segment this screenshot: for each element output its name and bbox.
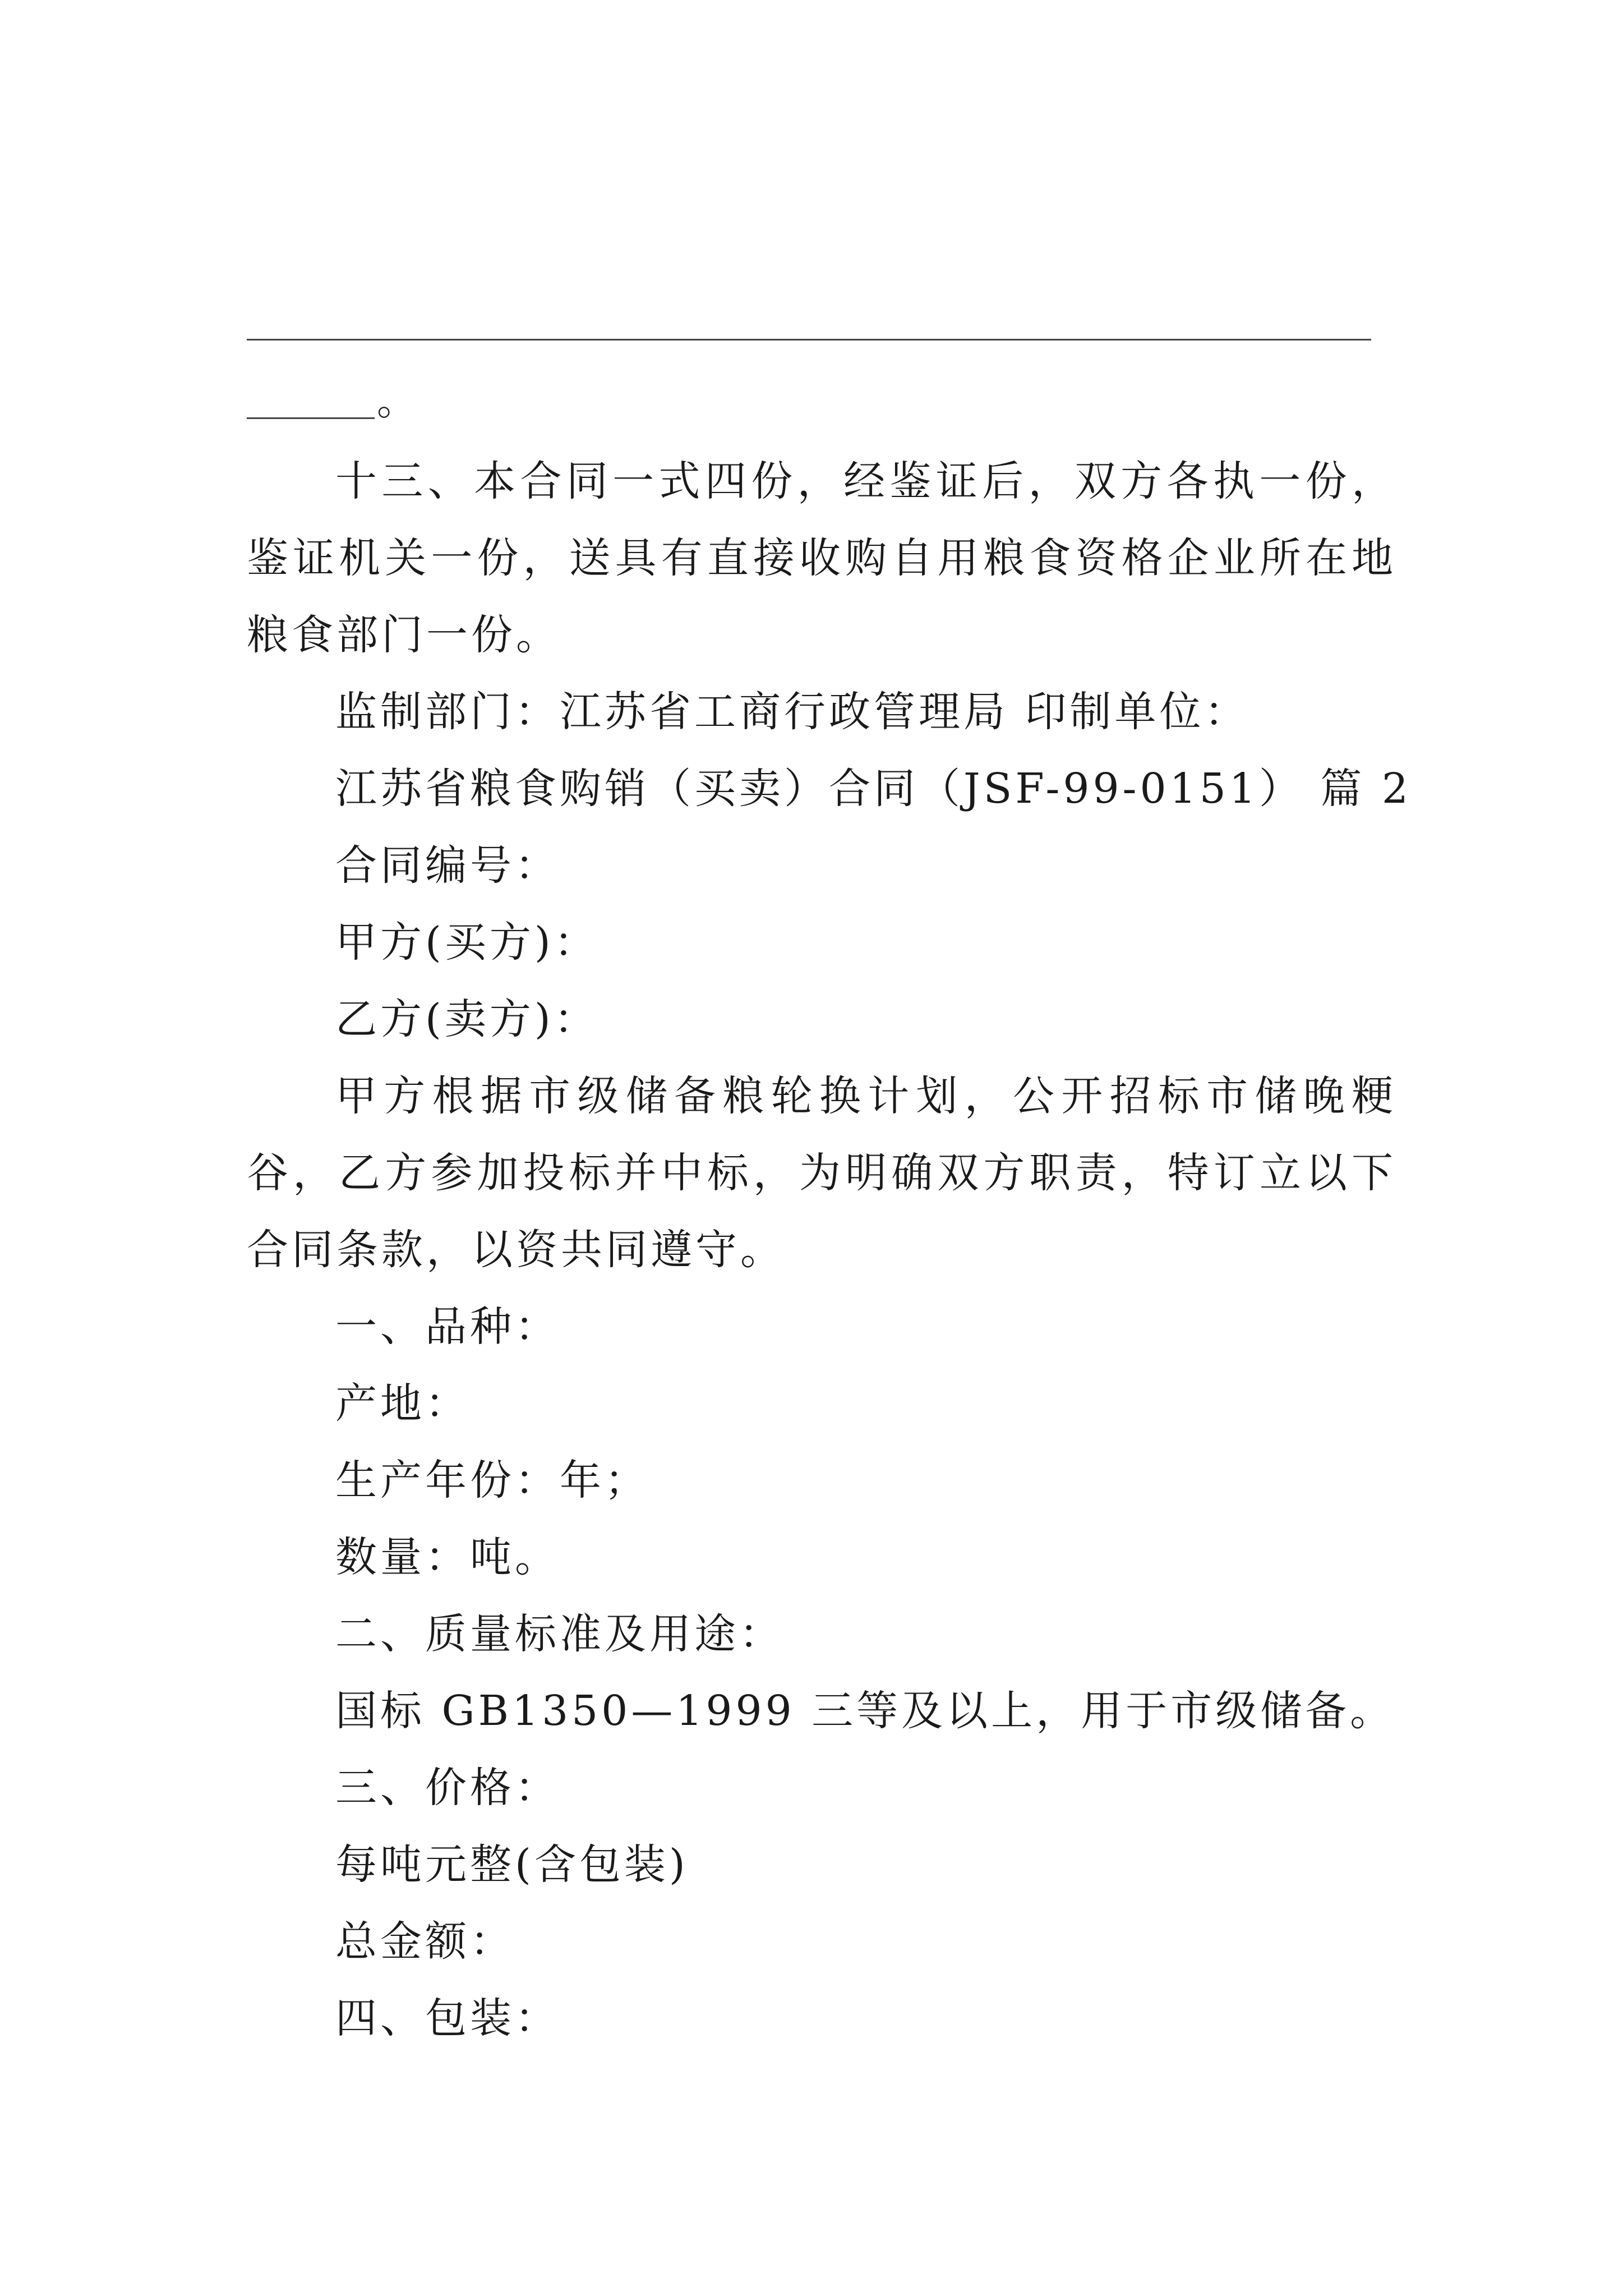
clause-variety: 一、品种： (335, 1303, 560, 1351)
price-per-ton: 每吨元整(含包装) (335, 1841, 689, 1889)
preamble-paragraph: 甲方根据市级储备粮轮换计划，公开招标市储晚粳谷，乙方参加投标并中标，为明确双方职责，特订立以下合同条款，以资共同遵守。 (247, 1072, 1396, 1274)
clause-packaging: 四、包装： (335, 1994, 560, 2042)
field-origin: 产地： (335, 1379, 470, 1428)
clause-price: 三、价格： (335, 1764, 560, 1812)
party-a-field: 甲方(买方)： (335, 918, 599, 967)
clause-thirteen: 十三、本合同一式四份，经鉴证后，双方各执一份，鉴证机关一份，送具有直接收购自用粮食资格企业所在地粮食部门一份。 (247, 457, 1396, 659)
party-b-field: 乙方(卖方)： (335, 995, 599, 1043)
blank-fill-line (247, 339, 1371, 341)
document-body (247, 443, 1412, 2057)
total-amount-field: 总金额： (335, 1917, 515, 1966)
fill-line-period: 。 (377, 378, 416, 424)
clause-quality: 二、质量标准及用途： (335, 1610, 784, 1658)
quality-standard-text: 国标 GB1350—1999 三等及以上，用于市级储备。 (335, 1687, 1395, 1735)
blank-fill-line-short (247, 417, 375, 419)
contract-title: 江苏省粮食购销（买卖）合同（JSF-99-0151） 篇 2 (335, 765, 1412, 813)
field-production-year: 生产年份：年； (335, 1456, 649, 1504)
supervision-line: 监制部门：江苏省工商行政管理局 印制单位： (335, 688, 1249, 736)
contract-number-field: 合同编号： (335, 841, 560, 890)
field-quantity: 数量：吨。 (335, 1533, 560, 1581)
